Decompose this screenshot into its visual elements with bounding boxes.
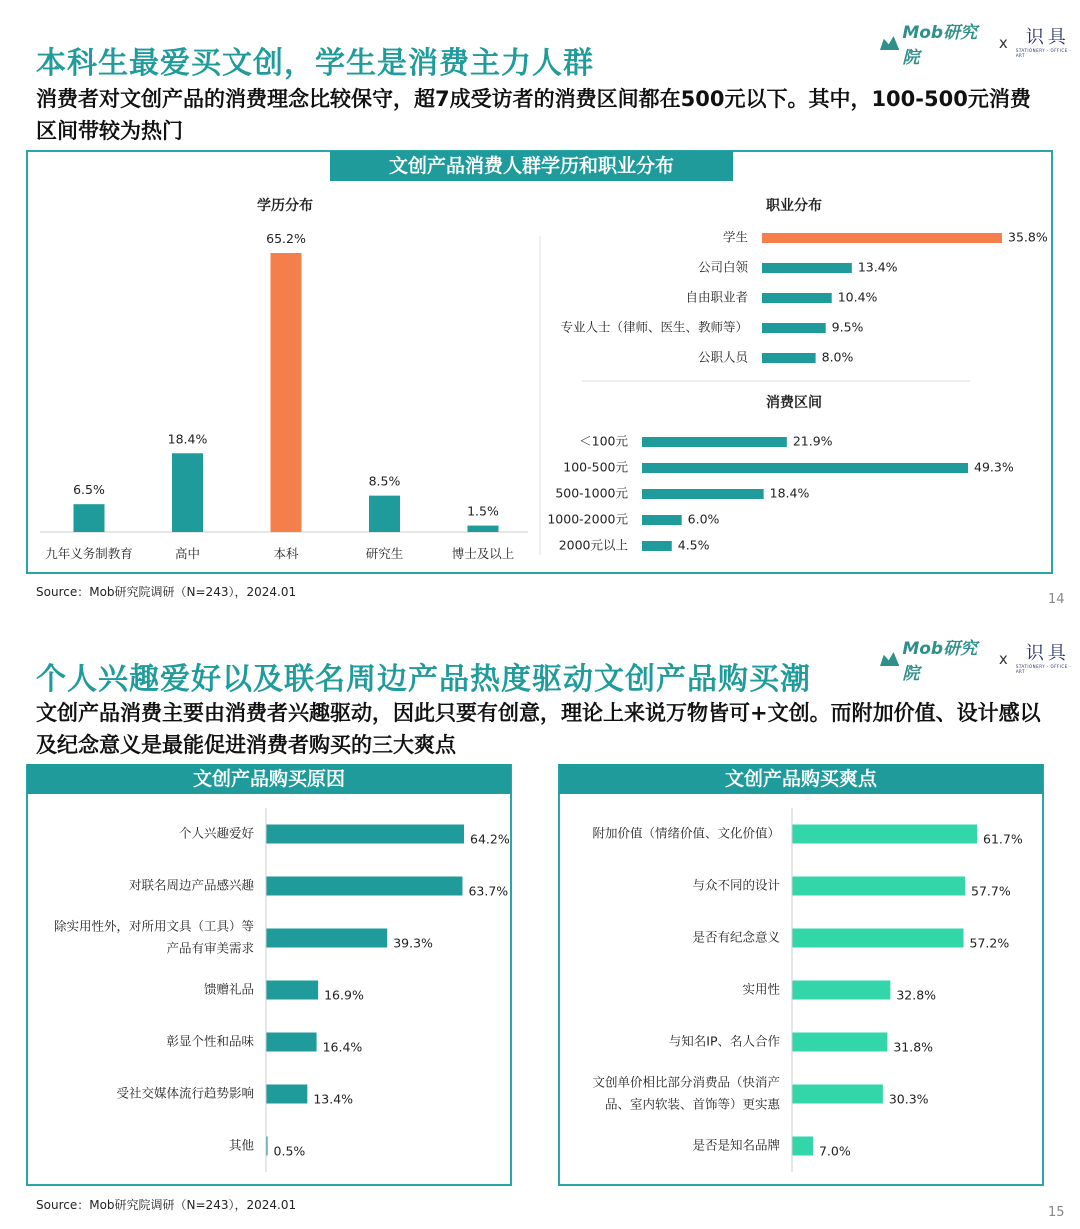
bar <box>762 263 852 273</box>
data-label: 16.4% <box>322 1039 363 1055</box>
category-label: 文创单价相比部分消费品（快消产 <box>592 1074 780 1090</box>
page-subtitle: 消费者对文创产品的消费理念比较保守，超7成受访者的消费区间都在500元以下。其中，100-500元消费区间带较为热门 <box>36 87 1031 143</box>
chart-title: 学历分布 <box>257 198 313 214</box>
category-label: 对联名周边产品感兴趣 <box>128 877 254 893</box>
data-label: 31.8% <box>893 1039 934 1055</box>
brand-logo: 识具 STATIONERY · OFFICE · ART <box>1015 27 1072 58</box>
spending-chart <box>547 394 1013 553</box>
bar <box>642 489 764 499</box>
mob-mark-icon <box>880 652 899 666</box>
bar <box>369 496 400 532</box>
source-note-2: Source：Mob研究院调研（N=243），2024.01 <box>36 1198 297 1212</box>
data-label: 35.8% <box>1008 229 1048 245</box>
bar <box>762 233 1002 243</box>
mob-logo: Mob研究院 <box>880 634 991 684</box>
category-label: 专业人士（律师、医生、教师等） <box>560 319 748 335</box>
page-title: 本科生最爱买文创，学生是消费主力人群 <box>36 46 594 81</box>
data-label: 18.4% <box>167 431 208 447</box>
category-label: 1000-2000元 <box>547 511 628 527</box>
bar <box>642 463 968 473</box>
brand-logo: 识具 STATIONERY · OFFICE · ART <box>1015 643 1072 674</box>
data-label: 57.2% <box>969 935 1010 951</box>
data-label: 65.2% <box>266 231 306 246</box>
data-label: 21.9% <box>792 433 833 449</box>
category-label: 博士及以上 <box>451 546 515 561</box>
data-label: 10.4% <box>837 289 878 305</box>
category-label: 其他 <box>228 1137 254 1153</box>
bar <box>271 253 302 532</box>
data-label: 8.5% <box>368 473 401 489</box>
reason-frame <box>26 764 512 1186</box>
data-label: 16.9% <box>324 987 364 1003</box>
data-label: 6.5% <box>73 482 105 498</box>
data-label: 6.0% <box>687 511 720 527</box>
category-label: 是否有纪念意义 <box>692 929 780 945</box>
category-label: 100-500元 <box>563 459 628 475</box>
bar <box>642 437 787 447</box>
bar <box>74 504 105 532</box>
reason-banner: 文创产品购买原因 <box>27 764 511 794</box>
data-label: 63.7% <box>468 883 509 899</box>
category-label: 除实用性外，对所用文具（工具）等 <box>53 918 254 934</box>
data-label: 13.4% <box>857 259 898 275</box>
bar <box>468 526 499 532</box>
category-label: 与知名IP、名人合作 <box>668 1033 780 1049</box>
page-title-2: 个人兴趣爱好以及联名周边产品热度驱动文创产品购买潮 <box>36 662 811 697</box>
category-label: 个人兴趣爱好 <box>178 825 254 841</box>
category-label: 是否是知名品牌 <box>692 1137 780 1153</box>
page-subtitle-2: 文创产品消费主要由消费者兴趣驱动，因此只要有创意，理论上来说万物皆可+文创。而附加价值、设计感以及纪念意义是最能促进消费者购买的三大爽点 <box>36 701 1041 757</box>
bar <box>762 293 832 303</box>
data-label: 4.5% <box>677 537 710 553</box>
category-label: 公职人员 <box>697 349 748 365</box>
category-label: 公司白领 <box>697 259 748 275</box>
data-label: 64.2% <box>470 831 510 847</box>
category-label: 研究生 <box>365 546 404 561</box>
source-note: Source：Mob研究院调研（N=243），2024.01 <box>36 585 297 599</box>
bar <box>172 453 203 532</box>
data-label: 9.5% <box>831 319 864 335</box>
data-label: 57.7% <box>971 883 1011 899</box>
chart-title: 职业分布 <box>766 198 822 214</box>
category-label: 学生 <box>722 229 748 245</box>
selling-point-banner: 文创产品购买爽点 <box>559 764 1043 794</box>
data-label: 32.8% <box>896 987 937 1003</box>
category-label: ＜100元 <box>579 433 628 449</box>
category-label: 实用性 <box>742 981 780 997</box>
data-label: 49.3% <box>974 459 1014 475</box>
bar <box>762 323 826 333</box>
category-label: 与众不同的设计 <box>692 877 780 893</box>
page-number-2: 15 <box>1048 1205 1065 1220</box>
selling-point-frame <box>558 764 1044 1186</box>
bar <box>642 515 682 525</box>
data-label: 39.3% <box>393 935 433 951</box>
mob-logo: Mob研究院 <box>880 18 991 68</box>
page-number: 14 <box>1048 592 1065 607</box>
chart-title: 消费区间 <box>766 395 822 411</box>
data-label: 61.7% <box>983 831 1023 847</box>
category-label: 产品有审美需求 <box>166 940 254 956</box>
data-label: 18.4% <box>769 485 810 501</box>
data-label: 0.5% <box>273 1143 306 1159</box>
category-label: 受社交媒体流行趋势影响 <box>116 1085 254 1101</box>
category-label: 彰显个性和品味 <box>166 1033 254 1049</box>
bar <box>762 353 816 363</box>
bar <box>642 541 672 551</box>
header-logo-2 <box>880 634 1080 684</box>
data-label: 13.4% <box>313 1091 354 1107</box>
data-label: 7.0% <box>818 1143 851 1159</box>
category-label: 品、室内软装、首饰等）更实惠 <box>604 1096 780 1112</box>
data-label: 1.5% <box>467 503 499 519</box>
education-chart <box>40 197 528 561</box>
category-label: 自由职业者 <box>685 289 748 305</box>
category-label: 本科 <box>273 546 299 561</box>
category-label: 附加价值（情绪价值、文化价值） <box>592 825 780 841</box>
logo-separator: x <box>998 650 1008 668</box>
occupation-chart <box>540 197 1048 555</box>
category-label: 馈赠礼品 <box>203 981 254 997</box>
chart-banner: 文创产品消费人群学历和职业分布 <box>330 151 733 181</box>
category-label: 高中 <box>174 546 201 561</box>
data-label: 30.3% <box>888 1091 929 1107</box>
category-label: 九年义务制教育 <box>45 546 133 561</box>
logo-separator: x <box>998 34 1008 52</box>
category-label: 500-1000元 <box>555 485 628 501</box>
data-label: 8.0% <box>821 349 854 365</box>
category-label: 2000元以上 <box>558 537 628 553</box>
